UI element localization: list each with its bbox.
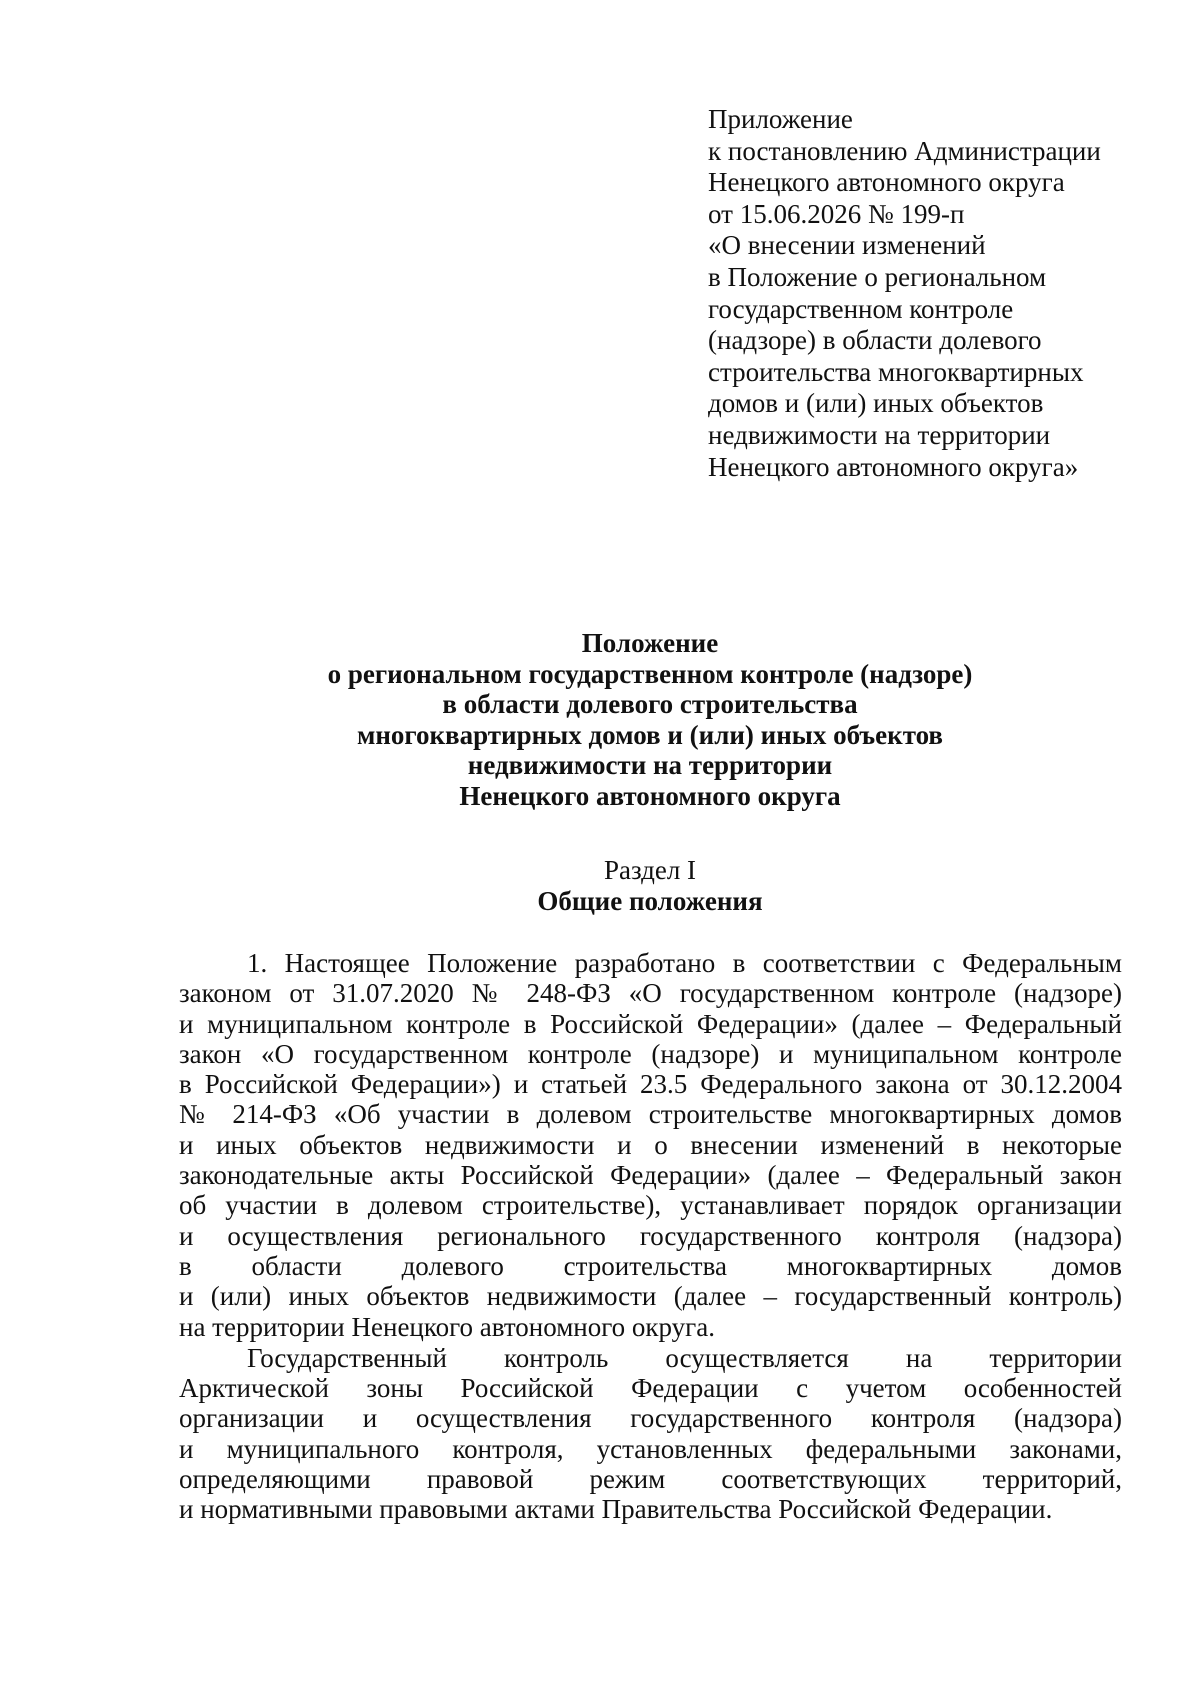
paragraph-line: и иных объектов недвижимости и о внесении изменений в некоторые xyxy=(179,1129,1122,1160)
appendix-line: недвижимости на территории xyxy=(708,419,1051,450)
section-heading xyxy=(180,855,1120,917)
appendix-line: государственном контроле xyxy=(708,293,1014,324)
appendix-line: Ненецкого автономного округа xyxy=(708,167,1065,198)
paragraph-line: закон «О государственном контроле (надзоре) и муниципальном контроле xyxy=(179,1038,1122,1069)
appendix-line: «О внесении изменений xyxy=(708,230,986,261)
paragraph-line: Арктической зоны Российской Федерации с учетом особенностей xyxy=(179,1373,1122,1404)
paragraph-line: законом от 31.07.2020 № 248-ФЗ «О государственном контроле (надзоре) xyxy=(179,978,1122,1009)
appendix-line: Ненецкого автономного округа» xyxy=(708,451,1079,482)
document-title xyxy=(180,628,1120,811)
paragraph-line: определяющими правовой режим соответствующих территорий, xyxy=(179,1464,1122,1495)
title-line: Положение xyxy=(581,628,719,658)
title-line: о региональном государственном контроле (надзоре) xyxy=(327,658,973,689)
paragraph-line: и нормативными правовыми актами Правительства Российской Федерации. xyxy=(179,1494,1053,1525)
section-number: Раздел I xyxy=(603,855,697,885)
appendix-line: строительства многоквартирных xyxy=(708,356,1084,387)
paragraph-line: в Российской Федерации») и статьей 23.5 Федерального закона от 30.12.2004 xyxy=(179,1069,1122,1100)
paragraph-line: на территории Ненецкого автономного округа. xyxy=(179,1311,715,1342)
paragraph-line: и муниципального контроля, установленных федеральными законами, xyxy=(179,1433,1122,1464)
appendix-line: (надзоре) в области долевого xyxy=(708,325,1042,356)
paragraph-1 xyxy=(179,948,1122,1342)
paragraph-line: и осуществления регионального государственного контроля (надзора) xyxy=(179,1220,1122,1251)
appendix-header xyxy=(708,104,1188,483)
title-line: Ненецкого автономного округа xyxy=(459,780,841,811)
paragraph-line: об участии в долевом строительстве), устанавливает порядок организации xyxy=(179,1190,1122,1221)
paragraph-2 xyxy=(179,1343,1122,1525)
title-line: недвижимости на территории xyxy=(467,750,833,780)
paragraph-line: Государственный контроль осуществляется на территории xyxy=(247,1342,1122,1373)
section-name: Общие положения xyxy=(537,886,763,916)
paragraph-line: № 214-ФЗ «Об участии в долевом строительстве многоквартирных домов xyxy=(179,1099,1122,1130)
appendix-line: домов и (или) иных объектов xyxy=(708,388,1044,419)
paragraph-line: и муниципальном контроле в Российской Федерации» (далее – Федеральный xyxy=(179,1008,1122,1039)
appendix-line: в Положение о региональном xyxy=(708,261,1047,292)
title-line: многоквартирных домов и (или) иных объектов xyxy=(356,719,944,750)
paragraph-line: в области долевого строительства многоквартирных домов xyxy=(179,1250,1122,1281)
appendix-line: к постановлению Администрации xyxy=(708,135,1101,166)
paragraph-line: и (или) иных объектов недвижимости (далее – государственный контроль) xyxy=(179,1281,1122,1312)
paragraph-line: законодательные акты Российской Федерации» (далее – Федеральный закон xyxy=(179,1160,1122,1191)
appendix-line: от 15.06.2026 № 199-п xyxy=(708,198,965,229)
appendix-line: Приложение xyxy=(708,104,853,134)
paragraph-line: организации и осуществления государственного контроля (надзора) xyxy=(179,1403,1122,1434)
paragraph-line: 1. Настоящее Положение разработано в соответствии с Федеральным xyxy=(247,948,1122,978)
title-line: в области долевого строительства xyxy=(442,689,858,719)
body-text xyxy=(179,948,1122,1525)
